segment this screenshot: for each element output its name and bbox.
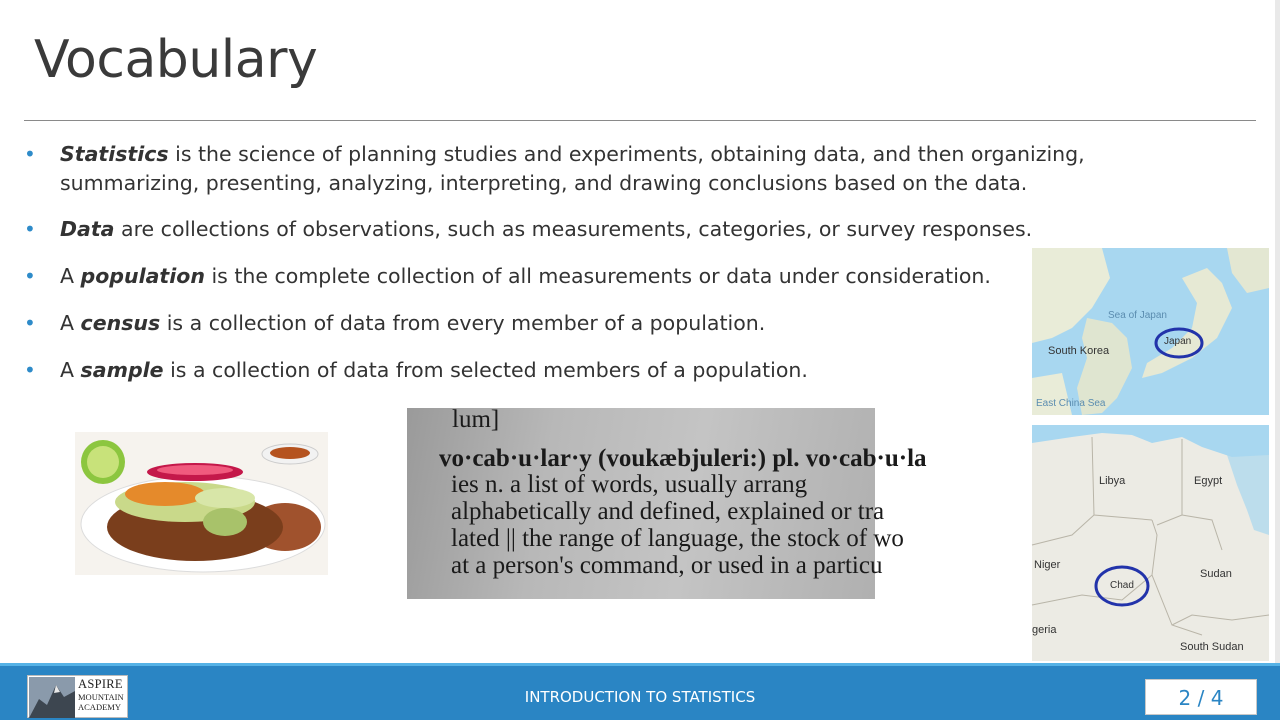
map-label-japan: Japan <box>1164 336 1192 347</box>
map-label-china-sea: East China Sea <box>1036 398 1106 409</box>
bullet-data: • Data are collections of observations, such as measurements, categories, or survey responses. <box>24 215 1134 244</box>
map-north-africa <box>1032 425 1269 661</box>
bullet-sample: • A sample is a collection of data from selected members of a population. <box>24 356 1134 385</box>
title-divider <box>24 120 1256 121</box>
logo-line-1: ASPIRE <box>78 677 123 691</box>
map-label-chad: Chad <box>1110 580 1134 591</box>
map-label-niger: Niger <box>1034 559 1061 571</box>
term-sample: sample <box>80 358 164 382</box>
map-label-egypt: Egypt <box>1194 475 1223 487</box>
bullet-statistics: • Statistics is the science of planning studies and experiments, obtaining data, and then organizing, summarizing, presenting, analyzing, interpreting, and drawing conclusions based on the data. <box>24 140 1134 198</box>
map-label-south-sudan: South Sudan <box>1180 641 1244 653</box>
logo-line-3: ACADEMY <box>78 702 121 712</box>
map-label-sudan: Sudan <box>1200 568 1232 580</box>
page-separator: / <box>1197 686 1205 710</box>
map-label-libya: Libya <box>1099 475 1126 487</box>
page-indicator <box>1145 679 1257 715</box>
map-label-algeria: geria <box>1032 624 1057 636</box>
bullet-population: • A population is the complete collection of all measurements or data under consideration. <box>24 262 1134 291</box>
dict-line: vo·cab·u·lar·y (voukæbjuleri:) pl. vo·cab·u·la <box>439 445 927 472</box>
map-east-asia <box>1032 248 1269 415</box>
map-label-korea: South Korea <box>1048 345 1110 357</box>
term-data: Data <box>60 217 115 241</box>
dict-line: at a person's command, or used in a particu <box>451 552 883 579</box>
slide-title: Vocabulary <box>34 30 318 90</box>
term-census: census <box>80 311 161 335</box>
dict-line: alphabetically and defined, explained or tra <box>451 498 885 525</box>
window-scrollbar[interactable] <box>1275 0 1280 666</box>
bullet-list <box>24 140 1134 385</box>
page-total: 4 <box>1210 686 1224 710</box>
term-population: population <box>80 264 205 288</box>
page-current: 2 <box>1178 686 1192 710</box>
logo-line-2: MOUNTAIN <box>78 691 124 702</box>
term-statistics: Statistics <box>60 142 169 166</box>
dict-line: lum] <box>452 406 500 433</box>
bullet-census: • A census is a collection of data from every member of a population. <box>24 309 1134 338</box>
dict-line: ies n. a list of words, usually arrang <box>451 471 808 498</box>
footer-title: INTRODUCTION TO STATISTICS <box>524 688 756 706</box>
food-photo <box>75 432 328 575</box>
dictionary-photo <box>407 406 927 599</box>
dict-line: lated || the range of language, the stock of wo <box>451 525 904 552</box>
map-label-sea: Sea of Japan <box>1108 310 1167 321</box>
